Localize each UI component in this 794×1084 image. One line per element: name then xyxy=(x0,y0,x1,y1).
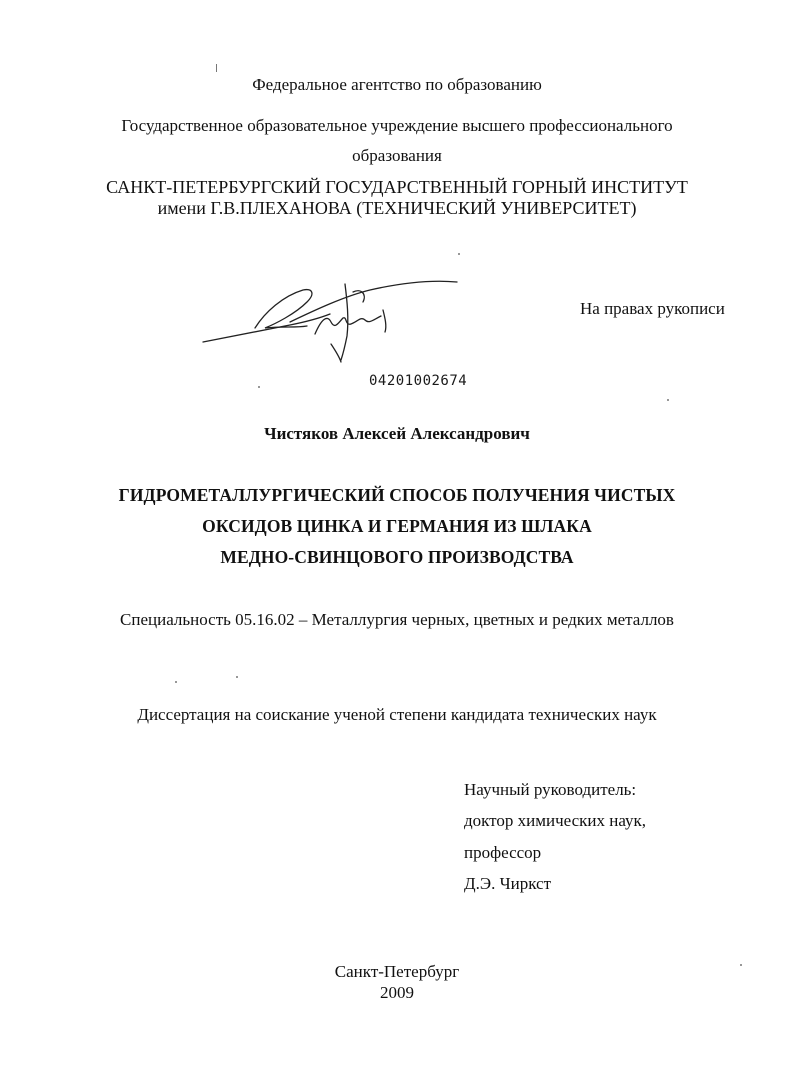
scan-speck xyxy=(740,964,742,966)
scan-speck xyxy=(236,676,238,678)
university-name-line-2: имени Г.В.ПЛЕХАНОВА (ТЕХНИЧЕСКИЙ УНИВЕРСИТЕТ) xyxy=(157,198,637,218)
handwritten-signature xyxy=(195,270,465,370)
scan-speck xyxy=(216,64,217,72)
author-name: Чистяков Алексей Александрович xyxy=(264,424,530,443)
manuscript-rights-note: На правах рукописи xyxy=(580,299,725,318)
dissertation-type: Диссертация на соискание ученой степени кандидата технических наук xyxy=(137,705,657,724)
supervisor-name: Д.Э. Чиркст xyxy=(464,874,552,893)
registry-number: 04201002674 xyxy=(369,373,468,389)
city: Санкт-Петербург xyxy=(334,962,460,981)
institution-line-1: Государственное образовательное учреждение высшего профессионального xyxy=(121,116,673,135)
year: 2009 xyxy=(380,983,414,1002)
scan-speck xyxy=(175,681,177,683)
dissertation-title-line-2: ОКСИДОВ ЦИНКА И ГЕРМАНИЯ ИЗ ШЛАКА xyxy=(202,516,592,536)
supervisor-label: Научный руководитель: xyxy=(464,780,637,799)
dissertation-title-line-1: ГИДРОМЕТАЛЛУРГИЧЕСКИЙ СПОСОБ ПОЛУЧЕНИЯ ЧИСТЫХ xyxy=(118,485,676,505)
scan-speck xyxy=(258,386,260,388)
dissertation-title-line-3: МЕДНО-СВИНЦОВОГО ПРОИЗВОДСТВА xyxy=(220,547,574,567)
supervisor-degree: доктор химических наук, xyxy=(464,811,647,830)
specialty-line: Специальность 05.16.02 – Металлургия черных, цветных и редких металлов xyxy=(120,610,674,629)
university-name-line-1: САНКТ-ПЕТЕРБУРГСКИЙ ГОСУДАРСТВЕННЫЙ ГОРНЫЙ ИНСТИТУТ xyxy=(106,177,688,197)
institution-line-2: образования xyxy=(352,146,442,165)
scan-speck xyxy=(458,253,460,255)
agency-name: Федеральное агентство по образованию xyxy=(252,75,542,94)
scan-speck xyxy=(667,399,669,401)
supervisor-rank: профессор xyxy=(464,843,542,862)
